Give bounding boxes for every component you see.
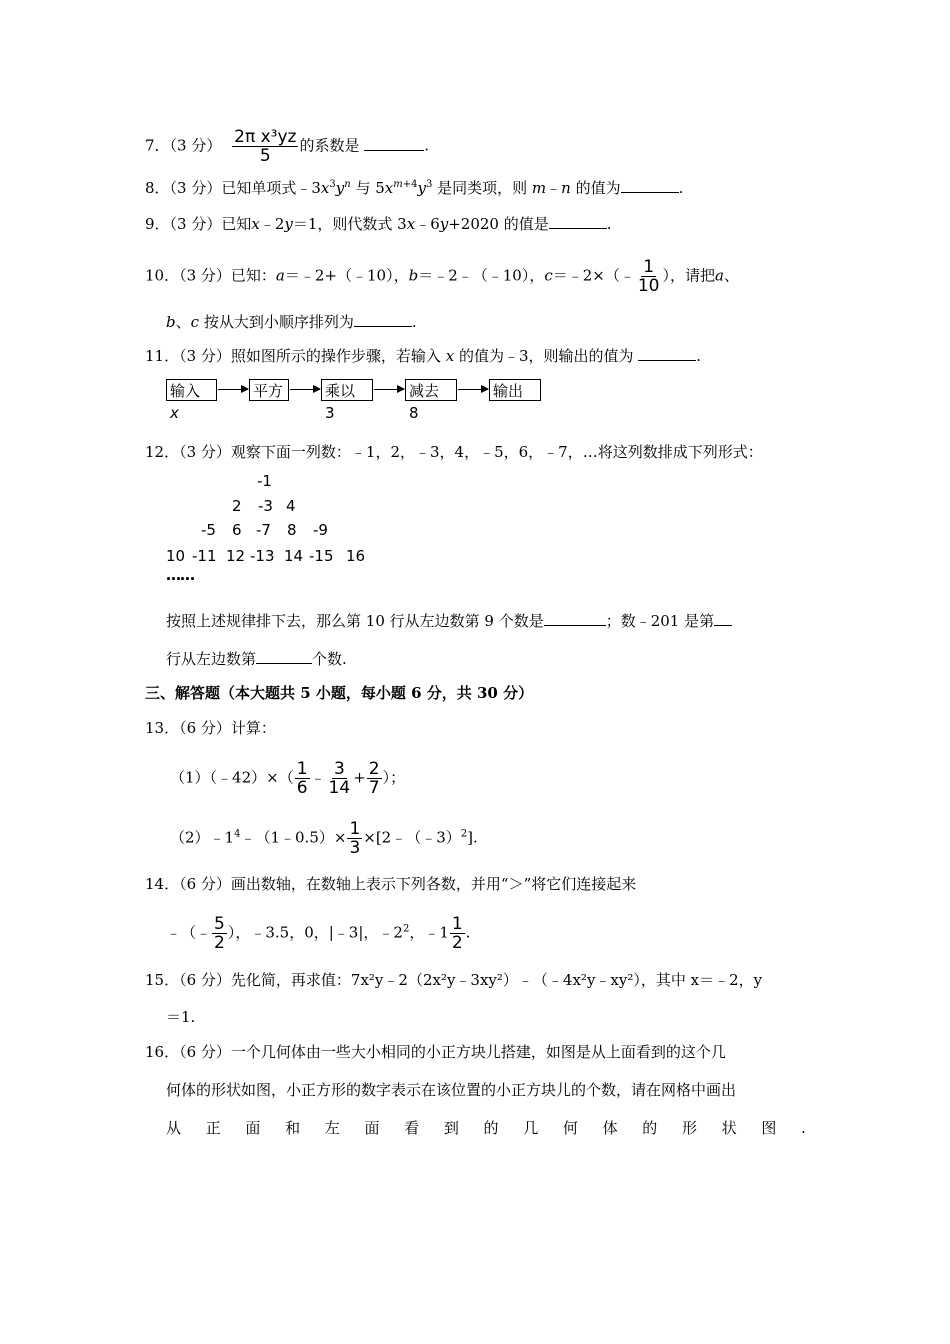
question-9: 9．（3 分）已知x﹣2y＝1，则代数式 3x﹣6y+2020 的值是 . [145, 215, 612, 233]
answer-blank[interactable] [714, 611, 732, 626]
arrow-icon [374, 389, 404, 390]
question-14: 14．（6 分）画出数轴，在数轴上表示下列各数，并用“＞”将它们连接起来 [145, 875, 637, 893]
fraction: $\frac{1}{6}$ [296, 759, 308, 798]
fraction: $\frac{5}{2}$ [214, 914, 225, 953]
triangle-row-1: -1 [257, 472, 272, 490]
flow-multiply-box: 乘以 3 [321, 379, 373, 401]
triangle-row-2: 2 -3 4 [232, 497, 296, 515]
fraction: $\frac{1}{3}$ [349, 819, 361, 858]
answer-blank[interactable] [549, 214, 607, 229]
fraction: $\frac{\text{2π x³yz}}{5}$ [234, 127, 297, 166]
flow-square-box: 平方 [249, 379, 289, 401]
answer-blank[interactable] [354, 312, 412, 327]
fraction: $\frac{1}{2}$ [451, 914, 463, 953]
question-16: 16．（6 分）一个几何体由一些大小相同的小正方块儿搭建，如图是从上面看到的这个几 [145, 1043, 726, 1061]
question-7: 7．（3 分） $\frac{\text{2π x³yz}}{5}$ 的系数是 . [145, 127, 430, 166]
fraction: $\frac{2}{7}$ [368, 759, 380, 798]
flow-subtract-box: 减去 8 [405, 379, 457, 401]
question-12: 12．（3 分）观察下面一列数：﹣1，2，﹣3，4，﹣5，6，﹣7，…将这列数排成下列形式： [145, 443, 763, 461]
triangle-row-3: -5 6 -7 8 -9 [201, 521, 328, 539]
question-13-part-2: $(2)﹣1^4﹣(1﹣0.5)\times$ $\frac{1}{3}$ ×[2﹣（﹣3）$^2$]. [170, 819, 478, 858]
question-10-line2: b、c 按从大到小顺序排列为 . [166, 313, 417, 331]
question-12-blank-line-2: 行从左边数第 个数. [166, 650, 347, 668]
question-10: 10．（3 分）已知：a＝﹣2+（﹣10），b＝﹣2﹣（﹣10），c＝﹣2×（﹣ $\frac{1}{10}$ ），请把a、 [145, 257, 739, 296]
question-11: 11．（3 分）照如图所示的操作步骤，若输入 x 的值为﹣3，则输出的值为 . [145, 347, 702, 365]
answer-blank[interactable] [256, 649, 312, 664]
question-15-line2: ＝1. [166, 1008, 196, 1026]
question-16-line3: 从 正 面 和 左 面 看 到 的 几 何 体 的 形 状 图 . [166, 1119, 806, 1137]
answer-blank[interactable] [638, 346, 696, 361]
question-16-line2: 何体的形状如图，小正方形的数字表示在该位置的小正方块儿的个数，请在网格中画出 [166, 1081, 737, 1099]
question-13: 13．（6 分）计算： [145, 719, 276, 737]
question-8: 8．（3 分）已知单项式$﹣3x^3y^n$ 与 $5x^{m+4}y^3$ 是同类项，则 m﹣n 的值为 . [145, 179, 684, 197]
arrow-icon [458, 389, 488, 390]
fraction: $\frac{1}{10}$ [637, 257, 660, 296]
question-14-numbers: ﹣（﹣ $\frac{5}{2}$ ），﹣3.5，0，|﹣3|，$﹣2^2$，﹣1 $\frac{1}{2}$ . [166, 914, 471, 953]
triangle-row-4: 10 -11 12 -13 14 -15 16 [166, 547, 366, 565]
question-13-part-1: （1）（﹣42）×（ $\frac{1}{6}$ ﹣ $\frac{3}{14}$ + $\frac{2}{7}$ ）； [170, 759, 406, 798]
arrow-icon [290, 389, 320, 390]
triangle-ellipsis: …… [166, 566, 194, 584]
flow-output-box: 输出 [489, 379, 541, 401]
answer-blank[interactable] [364, 136, 424, 151]
flow-input-box: 输入 x [166, 379, 217, 401]
question-15: 15．（6 分）先化简，再求值：7x²y﹣2（2x²y﹣3xy²）﹣（﹣4x²y﹣xy²），其中 x＝﹣2，y [145, 971, 763, 989]
question-12-blank-line-1: 按照上述规律排下去，那么第 10 行从左边数第 9 个数是 ；数﹣201 是第 [166, 611, 732, 631]
answer-blank[interactable] [544, 611, 606, 626]
section-heading: 三、解答题（本大题共 5 小题，每小题 6 分，共 30 分） [145, 684, 534, 702]
arrow-icon [218, 389, 248, 390]
answer-blank[interactable] [621, 178, 679, 193]
fraction: $\frac{3}{14}$ [328, 759, 351, 798]
